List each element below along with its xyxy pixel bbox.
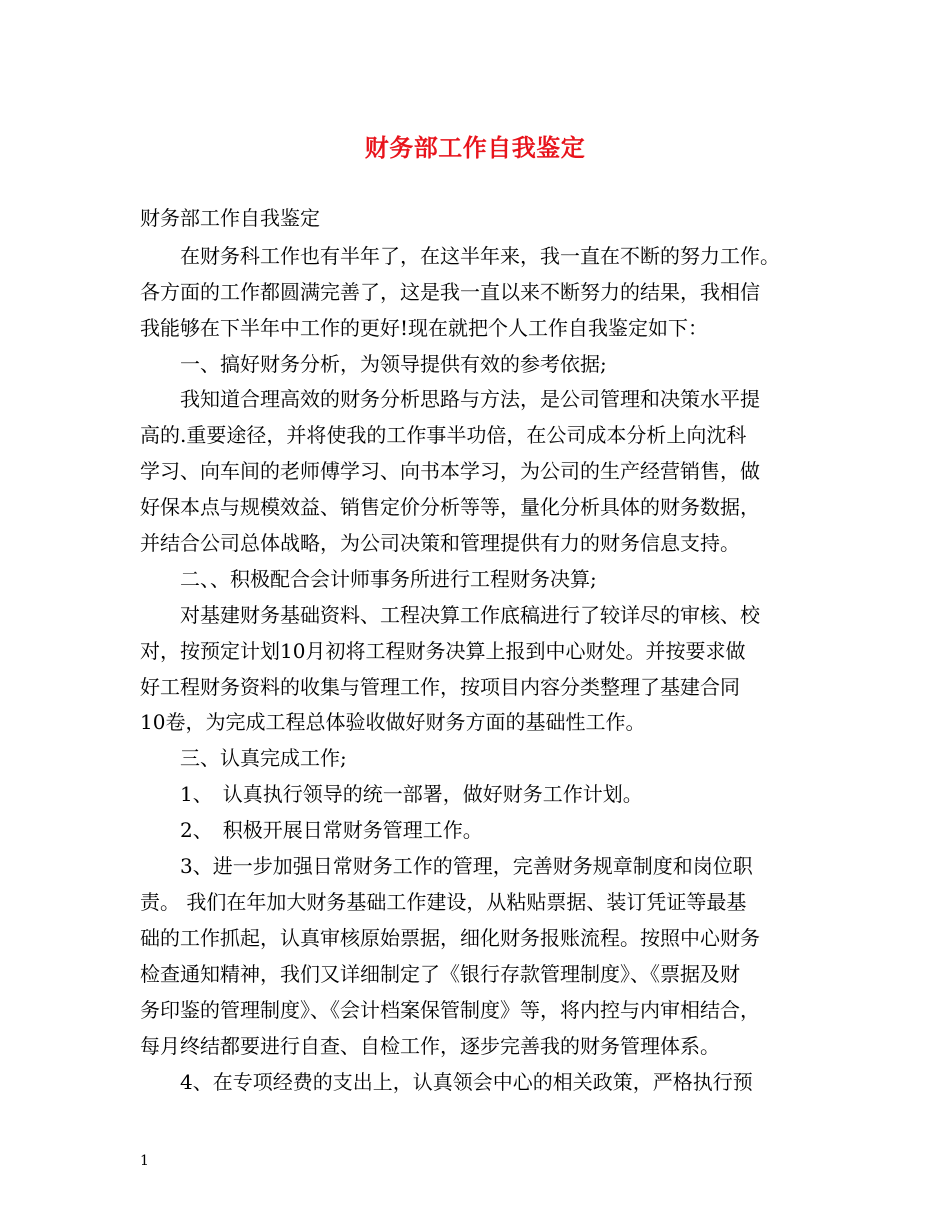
body-line: 1、 认真执行领导的统一部署，做好财务工作计划。 <box>140 782 643 806</box>
body-line: 对基建财务基础资料、工程决算工作底稿进行了较详尽的审核、校 <box>140 603 760 627</box>
body-line: 每月终结都要进行自查、自检工作，逐步完善我的财务管理体系。 <box>140 1034 720 1058</box>
body-line: 10卷，为完成工程总体验收做好财务方面的基础性工作。 <box>140 710 646 734</box>
body-line: 责。 我们在年加大财务基础工作建设，从粘贴票据、装订凭证等最基 <box>140 890 747 914</box>
document-title: 财务部工作自我鉴定 <box>364 133 586 162</box>
body-line: 检查通知精神，我们又详细制定了《银行存款管理制度》、《票据及财 <box>140 962 740 986</box>
body-line: 好保本点与规模效益、销售定价分析等等，量化分析具体的财务数据， <box>140 495 760 519</box>
body-line: 在财务科工作也有半年了，在这半年来，我一直在不断的努力工作。 <box>140 244 780 268</box>
body-line: 3、进一步加强日常财务工作的管理，完善财务规章制度和岗位职 <box>140 854 753 878</box>
body-line: 各方面的工作都圆满完善了，这是我一直以来不断努力的结果，我相信 <box>140 280 760 304</box>
body-line: 一、搞好财务分析，为领导提供有效的参考依据; <box>140 352 607 376</box>
body-line: 我能够在下半年中工作的更好!现在就把个人工作自我鉴定如下： <box>140 316 709 340</box>
body-line: 2、 积极开展日常财务管理工作。 <box>140 818 483 842</box>
body-line: 学习、向车间的老师傅学习、向书本学习，为公司的生产经营销售，做 <box>140 459 760 483</box>
body-line: 务印鉴的管理制度》、《会计档案保管制度》等，将内控与内审相结合， <box>140 998 760 1022</box>
body-line: 二、、积极配合会计师事务所进行工程财务决算; <box>140 567 597 591</box>
body-line: 高的.重要途径，并将使我的工作事半功倍，在公司成本分析上向沈科 <box>140 423 747 447</box>
body-line: 财务部工作自我鉴定 <box>140 206 320 230</box>
page-number: 1 <box>140 1153 149 1169</box>
body-line: 我知道合理高效的财务分析思路与方法，是公司管理和决策水平提 <box>140 387 760 411</box>
body-line: 好工程财务资料的收集与管理工作，按项目内容分类整理了基建合同 <box>140 675 740 699</box>
body-line: 三、认真完成工作; <box>140 746 347 770</box>
body-line: 并结合公司总体战略，为公司决策和管理提供有力的财务信息支持。 <box>140 531 740 555</box>
body-line: 础的工作抓起，认真审核原始票据，细化财务报账流程。按照中心财务 <box>140 926 760 950</box>
body-line: 4、在专项经费的支出上，认真领会中心的相关政策，严格执行预 <box>140 1070 753 1094</box>
body-line: 对，按预定计划10月初将工程财务决算上报到中心财处。并按要求做 <box>140 639 746 663</box>
